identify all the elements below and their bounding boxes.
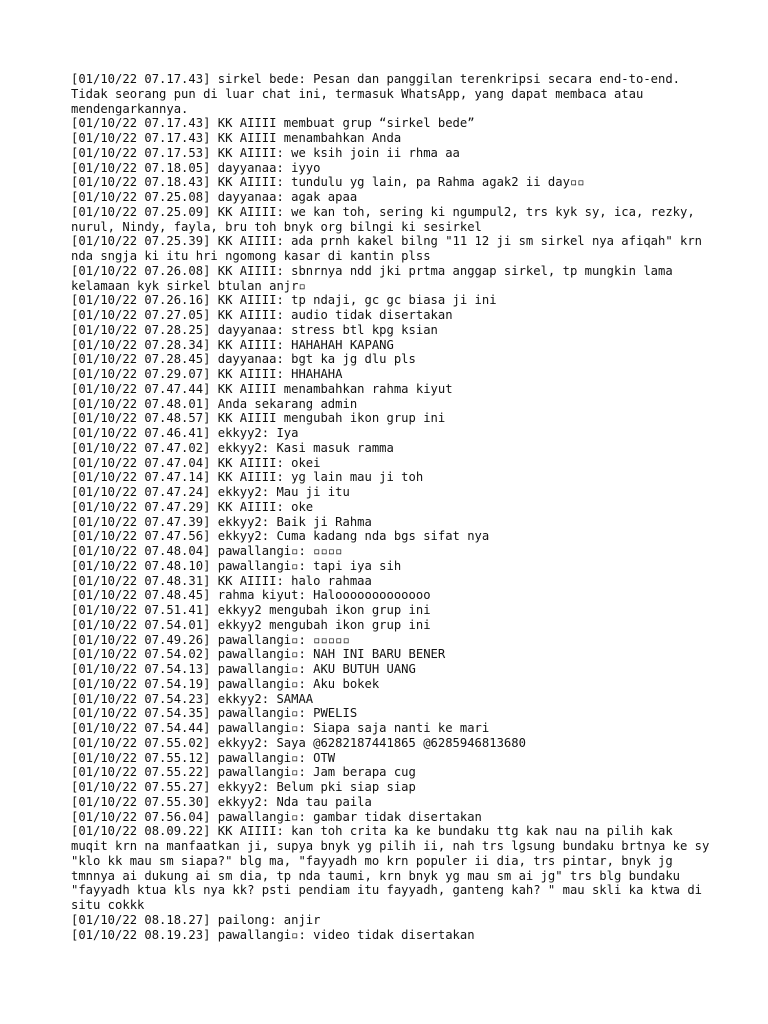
chat-line: [01/10/22 07.28.25] dayyanaa: stress btl kpg ksian xyxy=(71,322,438,337)
chat-line: [01/10/22 07.47.02] ekkyy2: Kasi masuk ramma xyxy=(71,440,394,455)
chat-line: [01/10/22 07.47.24] ekkyy2: Mau ji itu xyxy=(71,485,350,499)
chat-line: [01/10/22 07.56.04] pawallangi▫: gambar tidak disertakan xyxy=(71,809,482,824)
chat-line: [01/10/22 07.17.43] sirkel bede: Pesan dan panggilan terenkripsi secara end-to-end. Tidak seorang pun di luar chat ini, termasuk WhatsApp, yang dapat membaca atau mendengarkannya. xyxy=(71,72,688,116)
chat-line: [01/10/22 07.49.26] pawallangi▫: ▫▫▫▫▫ xyxy=(71,632,350,647)
chat-line: [01/10/22 07.47.14] KK AIIII: yg lain mau ji toh xyxy=(71,470,424,485)
chat-line: [01/10/22 07.48.45] rahma kiyut: Halooooooooooooo xyxy=(71,588,431,603)
chat-line: [01/10/22 07.26.16] KK AIIII: tp ndaji, gc gc biasa ji ini xyxy=(71,293,497,308)
chat-line: [01/10/22 07.54.44] pawallangi▫: Siapa saja nanti ke mari xyxy=(71,721,490,735)
chat-line: [01/10/22 07.26.08] KK AIIII: sbnrnya ndd jki prtma anggap sirkel, tp mungkin lama kelamaan kyk sirkel btulan anjr▫ xyxy=(71,263,681,293)
chat-line: [01/10/22 07.47.04] KK AIIII: okei xyxy=(71,455,321,470)
chat-line: [01/10/22 07.47.44] KK AIIII menambahkan rahma kiyut xyxy=(71,381,453,396)
chat-line: [01/10/22 07.55.02] ekkyy2: Saya @6282187441865 @6285946813680 xyxy=(71,735,526,750)
chat-line: [01/10/22 07.47.29] KK AIIII: oke xyxy=(71,499,314,514)
chat-line: [01/10/22 07.25.39] KK AIIII: ada prnh kakel bilng "11 12 ji sm sirkel nya afiqah" krn nda sngja ki itu hri ngomong kasar di kantin plss xyxy=(71,234,710,263)
chat-transcript xyxy=(71,72,717,942)
chat-line: [01/10/22 07.48.04] pawallangi▫: ▫▫▫▫ xyxy=(71,544,343,558)
chat-line: [01/10/22 07.25.09] KK AIIII: we kan toh, sering ki ngumpul2, trs kyk sy, ica, rezky, nurul, Nindy, fayla, bru toh bnyk org bilngi ki sesirkel xyxy=(71,204,703,234)
chat-line: [01/10/22 07.54.23] ekkyy2: SAMAA xyxy=(71,691,314,706)
chat-line: [01/10/22 07.17.43] KK AIIII membuat grup “sirkel bede” xyxy=(71,116,475,131)
chat-line: [01/10/22 07.51.41] ekkyy2 mengubah ikon grup ini xyxy=(71,603,431,617)
chat-line: [01/10/22 07.29.07] KK AIIII: HHAHAHA xyxy=(71,367,343,381)
chat-line: [01/10/22 07.17.43] KK AIIII menambahkan Anda xyxy=(71,131,402,145)
chat-line: [01/10/22 07.55.27] ekkyy2: Belum pki siap siap xyxy=(71,780,416,794)
chat-line: [01/10/22 07.55.22] pawallangi▫: Jam berapa cug xyxy=(71,765,416,780)
chat-line: [01/10/22 07.17.53] KK AIIII: we ksih join ii rhma aa xyxy=(71,145,460,160)
chat-line: [01/10/22 07.46.41] ekkyy2: Iya xyxy=(71,426,299,440)
chat-line: [01/10/22 07.48.57] KK AIIII mengubah ikon grup ini xyxy=(71,411,446,426)
chat-line: [01/10/22 08.19.23] pawallangi▫: video tidak disertakan xyxy=(71,927,475,942)
chat-line: [01/10/22 07.48.31] KK AIIII: halo rahmaa xyxy=(71,573,372,588)
chat-line: [01/10/22 07.27.05] KK AIIII: audio tidak disertakan xyxy=(71,308,453,322)
chat-line: [01/10/22 07.54.35] pawallangi▫: PWELIS xyxy=(71,706,358,721)
chat-line: [01/10/22 07.54.19] pawallangi▫: Aku bokek xyxy=(71,676,380,691)
chat-line: [01/10/22 07.54.13] pawallangi▫: AKU BUTUH UANG xyxy=(71,662,416,676)
chat-line: [01/10/22 07.18.43] KK AIIII: tundulu yg lain, pa Rahma agak2 ii day▫▫ xyxy=(71,175,585,190)
chat-line: [01/10/22 07.48.10] pawallangi▫: tapi iya sih xyxy=(71,558,402,573)
chat-line: [01/10/22 07.28.45] dayyanaa: bgt ka jg dlu pls xyxy=(71,352,416,367)
chat-line: [01/10/22 07.48.01] Anda sekarang admin xyxy=(71,396,358,411)
chat-line: [01/10/22 07.18.05] dayyanaa: iyyo xyxy=(71,160,321,175)
chat-line: [01/10/22 07.54.01] ekkyy2 mengubah ikon grup ini xyxy=(71,617,431,632)
chat-line: [01/10/22 07.55.30] ekkyy2: Nda tau paila xyxy=(71,794,372,809)
chat-line: [01/10/22 07.28.34] KK AIIII: HAHAHAH KAPANG xyxy=(71,337,394,352)
chat-line: [01/10/22 08.09.22] KK AIIII: kan toh crita ka ke bundaku ttg kak nau na pilih kak muqit krn na manfaatkan ji, supya bnyk yg pilih ii, nah trs lgsung bundaku brtnya ke sy "klo kk mau sm siapa?" blg ma, "fayyadh mo krn populer ii dia, trs pintar, bnyk jg tmnnya ai dukung ai sm dia, tp nda taumi, krn bnyk yg mau sm ai jg" trs blg bundaku "fayyadh ktua kls nya kk? psti pendiam itu fayyadh, ganteng kah? " mau skli ka ktwa di situ cokkk xyxy=(71,824,717,912)
chat-line: [01/10/22 07.47.56] ekkyy2: Cuma kadang nda bgs sifat nya xyxy=(71,529,490,544)
chat-line: [01/10/22 07.47.39] ekkyy2: Baik ji Rahma xyxy=(71,514,372,529)
chat-line: [01/10/22 07.25.08] dayyanaa: agak apaa xyxy=(71,190,358,204)
chat-line: [01/10/22 07.54.02] pawallangi▫: NAH INI BARU BENER xyxy=(71,647,446,662)
chat-line: [01/10/22 07.55.12] pawallangi▫: OTW xyxy=(71,750,336,765)
chat-line: [01/10/22 08.18.27] pailong: anjir xyxy=(71,912,321,927)
